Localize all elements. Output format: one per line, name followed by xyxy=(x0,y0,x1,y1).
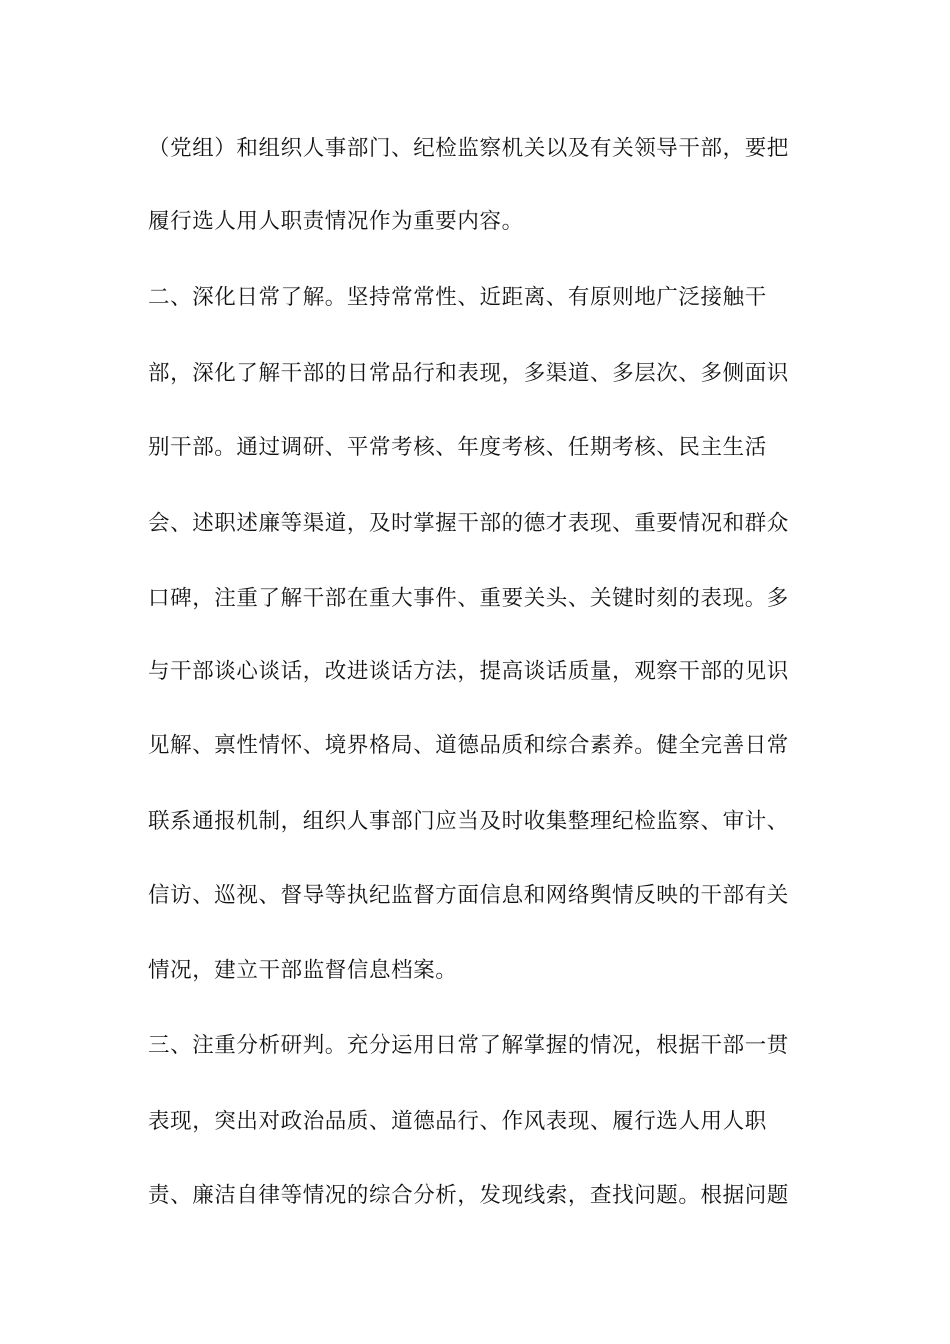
text-line: 信访、巡视、督导等执纪监督方面信息和网络舆情反映的干部有关 xyxy=(148,883,789,908)
text-line: 与干部谈心谈话，改进谈话方法，提高谈话质量，观察干部的见识 xyxy=(148,659,789,684)
text-line: 会、述职述廉等渠道，及时掌握干部的德才表现、重要情况和群众 xyxy=(148,511,789,536)
text-line: 联系通报机制，组织人事部门应当及时收集整理纪检监察、审计、 xyxy=(148,809,789,834)
text-line: 二、深化日常了解。坚持常常性、近距离、有原则地广泛接触干 xyxy=(148,285,767,310)
text-line: 责、廉洁自律等情况的综合分析，发现线索，查找问题。根据问题 xyxy=(148,1183,789,1208)
text-line: 别干部。通过调研、平常考核、年度考核、任期考核、民主生活 xyxy=(148,435,767,460)
text-line: 履行选人用人职责情况作为重要内容。 xyxy=(148,209,524,234)
text-line: （党组）和组织人事部门、纪检监察机关以及有关领导干部，要把 xyxy=(148,136,789,161)
text-line: 三、注重分析研判。充分运用日常了解掌握的情况，根据干部一贯 xyxy=(148,1033,789,1058)
text-line: 部，深化了解干部的日常品行和表现，多渠道、多层次、多侧面识 xyxy=(148,361,789,386)
text-line: 情况，建立干部监督信息档案。 xyxy=(148,958,458,983)
text-line: 表现，突出对政治品质、道德品行、作风表现、履行选人用人职 xyxy=(148,1109,767,1134)
text-line: 见解、禀性情怀、境界格局、道德品质和综合素养。健全完善日常 xyxy=(148,733,789,758)
text-line: 口碑，注重了解干部在重大事件、重要关头、关键时刻的表现。多 xyxy=(148,586,789,611)
